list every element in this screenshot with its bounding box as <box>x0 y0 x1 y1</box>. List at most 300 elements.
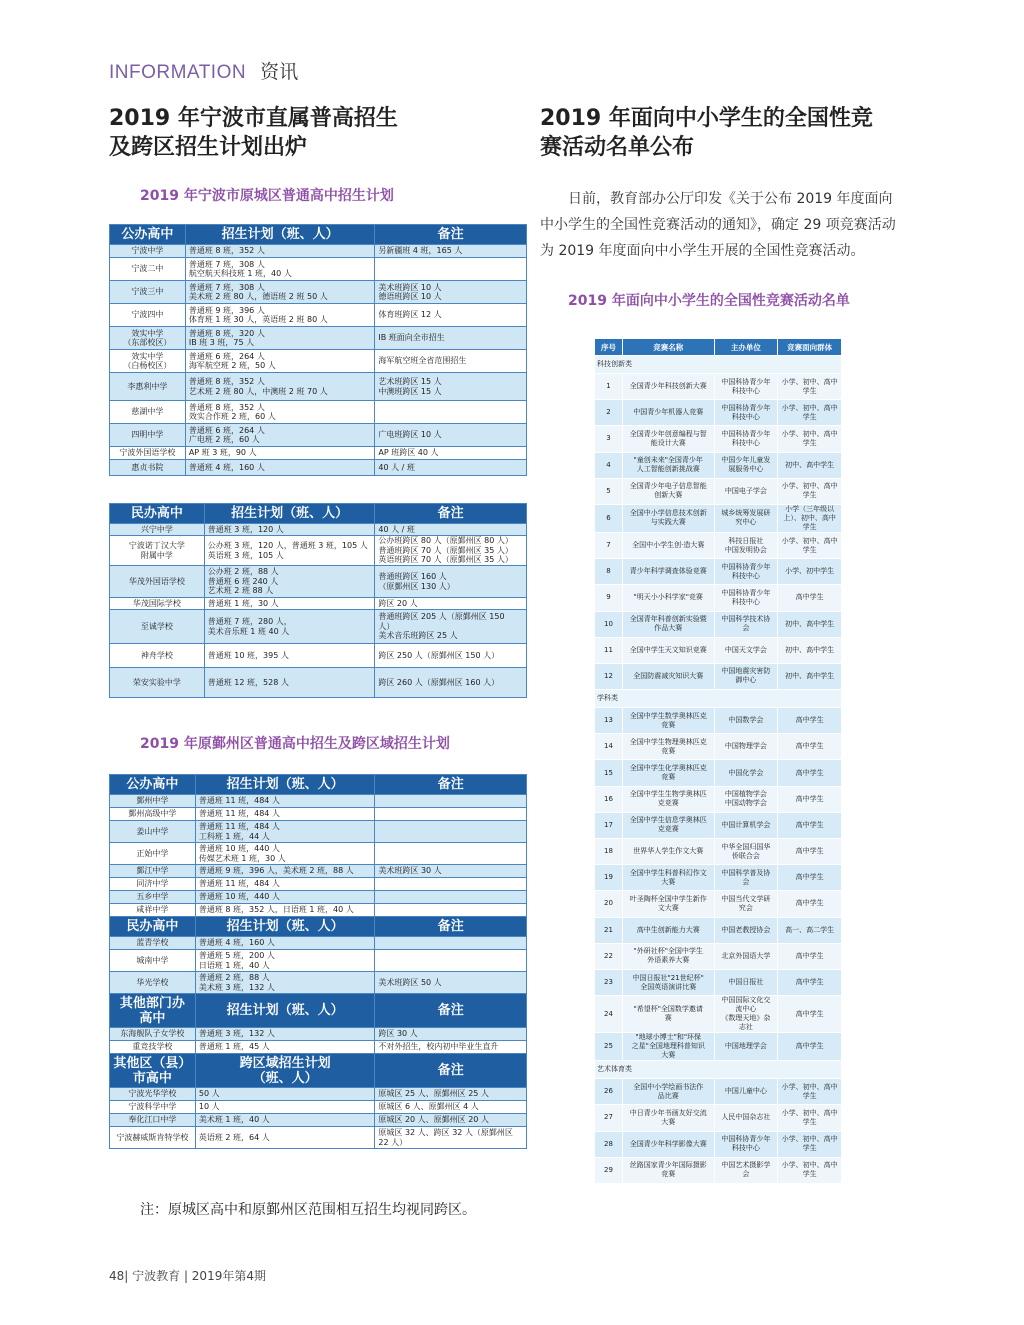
contest-header-row <box>595 339 842 356</box>
organizer: 中华全国归国华 侨联合会 <box>714 839 778 865</box>
footnote: 注：原城区高中和原鄞州区范围相互招生均视同跨区。 <box>140 1202 476 1218</box>
category-row <box>595 356 842 374</box>
contest-row <box>595 452 842 478</box>
contest-name: "外研社杯"全国中学生 外语素养大赛 <box>622 943 714 969</box>
column-header: 其他区（县） 市高中 <box>110 1054 196 1088</box>
enrollment-plan: 普通班 7 班，308 人 美术班 2 班 80 人，德语班 2 班 50 人 <box>185 281 375 304</box>
remarks: 普通班跨区 205 人（原鄞州区 150 人） 美术音乐班跨区 25 人 <box>375 610 527 644</box>
school-name: 惠贞书院 <box>110 460 186 476</box>
column-header: 公办高中 <box>110 775 196 795</box>
table-row <box>110 281 527 304</box>
target-group: 高中学生 <box>778 839 842 865</box>
contest-number: 20 <box>595 891 623 917</box>
left-article-title <box>109 104 398 162</box>
contest-number: 28 <box>595 1131 623 1157</box>
contest-number: 9 <box>595 585 623 611</box>
contest-number: 5 <box>595 478 623 504</box>
contest-row <box>595 760 842 786</box>
contest-row <box>595 637 842 663</box>
contest-number: 4 <box>595 452 623 478</box>
table-row <box>110 524 527 536</box>
column-header: 备注 <box>375 775 527 795</box>
target-group: 高中学生 <box>778 1033 842 1061</box>
remarks: 公办班跨区 80 人（原鄞州区 80 人） 普通班跨区 70 人（原鄞州区 35 人） 英语班跨区 70 人（原鄞州区 35 人） <box>375 536 527 566</box>
contest-name: "地球小博士"和"环保 之星"全国地理科普知识 大赛 <box>622 1033 714 1061</box>
target-group: 小学、初中、高中 学生 <box>778 374 842 400</box>
table-row <box>110 304 527 327</box>
column-header: 备注 <box>375 504 527 524</box>
target-group: 初中、高中学生 <box>778 637 842 663</box>
remarks: 40 人 / 班 <box>375 524 527 536</box>
remarks <box>375 808 527 821</box>
table-row <box>110 891 527 904</box>
enrollment-plan: 普通班 2 班，88 人 美术班 3 班，132 人 <box>195 972 375 994</box>
contest-row <box>595 917 842 943</box>
contest-number: 21 <box>595 917 623 943</box>
remarks: 另新疆班 4 班，165 人 <box>375 245 527 258</box>
column-header: 招生计划（班、人） <box>195 917 375 937</box>
enrollment-plan: 普通班 3 班，132 人 <box>195 1028 375 1041</box>
enrollment-plan: 普通班 10 班，440 人 传媒艺术班 1 班，30 人 <box>195 843 375 865</box>
contest-name: 丝路国家青少年国际摄影 竞赛 <box>622 1157 714 1183</box>
contest-name: 全国青少年科学影像大赛 <box>622 1131 714 1157</box>
enrollment-plan: 普通班 9 班，396 人 体育班 1 班 30 人，英语班 2 班 80 人 <box>185 304 375 327</box>
remarks <box>375 795 527 808</box>
table-row <box>110 598 527 610</box>
enrollment-plan: 普通班 5 班，200 人 日语班 1 班，40 人 <box>195 950 375 972</box>
category-row <box>595 1061 842 1079</box>
column-header: 主办单位 <box>714 339 778 356</box>
enrollment-plan: 美术班 1 班，40 人 <box>195 1114 375 1127</box>
contest-number: 18 <box>595 839 623 865</box>
school-name: 五乡中学 <box>110 891 196 904</box>
target-group: 高中学生 <box>778 786 842 812</box>
contest-row <box>595 996 842 1033</box>
school-name: 宁波光华学校 <box>110 1088 196 1101</box>
table-urban-plan <box>109 224 527 476</box>
contest-row <box>595 943 842 969</box>
contest-name: 全国青少年电子信息智能 创新大赛 <box>622 478 714 504</box>
target-group: 高中学生 <box>778 891 842 917</box>
school-name: 城南中学 <box>110 950 196 972</box>
organizer: 中国艺术摄影学 会 <box>714 1157 778 1183</box>
enrollment-plan: 普通班 1 班，30 人 <box>204 598 375 610</box>
contest-row <box>595 708 842 734</box>
contest-row <box>595 786 842 812</box>
organizer: 中国化学会 <box>714 760 778 786</box>
target-group: 小学、初中学生 <box>778 559 842 585</box>
table-header-row <box>110 225 527 245</box>
target-group: 高中学生 <box>778 969 842 995</box>
contest-row <box>595 532 842 558</box>
organizer: 中国老教授协会 <box>714 917 778 943</box>
contest-number: 7 <box>595 532 623 558</box>
table-row <box>110 566 527 598</box>
column-header: 民办高中 <box>110 504 205 524</box>
remarks <box>375 258 527 281</box>
enrollment-plan: 普通班 8 班，352 人 艺术班 2 班 80 人，中澳班 2 班 70 人 <box>185 373 375 401</box>
enrollment-plan: 50 人 <box>195 1088 375 1101</box>
target-group: 小学（三年级以 上）、初中、高中 学生 <box>778 504 842 532</box>
contest-number: 6 <box>595 504 623 532</box>
target-group: 高一、高二学生 <box>778 917 842 943</box>
remarks <box>375 401 527 424</box>
organizer: 中国科学普及协 会 <box>714 865 778 891</box>
contest-name: 中日青少年书画友好交流 大赛 <box>622 1105 714 1131</box>
contest-name: 青少年科学调查体验竞赛 <box>622 559 714 585</box>
enrollment-plan: 公办班 3 班，120 人，普通班 3 班，105 人 英语班 3 班，105 人 <box>204 536 375 566</box>
table-row <box>110 843 527 865</box>
remarks: 原城区 6 人、原鄞州区 4 人 <box>375 1101 527 1114</box>
contest-row <box>595 426 842 452</box>
remarks: 原城区 25 人、原鄞州区 25 人 <box>375 1088 527 1101</box>
contest-row <box>595 585 842 611</box>
table-row <box>110 1041 527 1054</box>
table-row <box>110 447 527 460</box>
category-label: 科技创新类 <box>595 356 842 374</box>
contest-name: 全国中学生天文知识竞赛 <box>622 637 714 663</box>
organizer: 中国科协青少年 科技中心 <box>714 400 778 426</box>
column-header: 备注 <box>375 917 527 937</box>
column-header: 序号 <box>595 339 623 356</box>
contest-row <box>595 865 842 891</box>
organizer: 中国儿童中心 <box>714 1079 778 1105</box>
school-name: 鄞州中学 <box>110 795 196 808</box>
table-header-row <box>110 917 527 937</box>
title-line: 赛活动名单公布 <box>540 135 695 160</box>
contest-number: 15 <box>595 760 623 786</box>
table-private-plan <box>109 503 527 698</box>
organizer: 中国科协青少年 科技中心 <box>714 426 778 452</box>
enrollment-plan: 普通班 6 班，264 人 海军航空班 2 班，50 人 <box>185 350 375 373</box>
intro-paragraph: 日前，教育部办公厅印发《关于公布 2019 年度面向中小学生的全国性竞赛活动的通知》，确定 29 项竞赛活动为 2019 年度面向中小学生开展的全国性竞赛活动。 <box>540 191 896 259</box>
school-name: 鄞州高级中学 <box>110 808 196 821</box>
organizer: 中国电子学会 <box>714 478 778 504</box>
table-row <box>110 424 527 447</box>
contest-row <box>595 611 842 637</box>
school-name: 同济中学 <box>110 878 196 891</box>
school-name: 重竞技学校 <box>110 1041 196 1054</box>
contest-row <box>595 478 842 504</box>
contest-name: 全国青年科普创新实验暨 作品大赛 <box>622 611 714 637</box>
target-group: 高中学生 <box>778 760 842 786</box>
table-row <box>110 668 527 698</box>
school-name: 宁波四中 <box>110 304 186 327</box>
contest-number: 8 <box>595 559 623 585</box>
contest-row <box>595 504 842 532</box>
remarks <box>375 878 527 891</box>
school-name: 神舟学校 <box>110 644 205 668</box>
organizer: 中国科协青少年 科技中心 <box>714 585 778 611</box>
organizer: 中国当代文学研 究会 <box>714 891 778 917</box>
organizer: 中国天文学会 <box>714 637 778 663</box>
contest-number: 16 <box>595 786 623 812</box>
target-group: 小学、初中、高中 学生 <box>778 532 842 558</box>
remarks <box>375 843 527 865</box>
school-name: 宁波外国语学校 <box>110 447 186 460</box>
contest-number: 22 <box>595 943 623 969</box>
remarks: 艺术班跨区 15 人 中澳班跨区 15 人 <box>375 373 527 401</box>
school-name: 华茂国际学校 <box>110 598 205 610</box>
school-name: 咸祥中学 <box>110 904 196 917</box>
column-header: 备注 <box>375 225 527 245</box>
table-row <box>110 258 527 281</box>
enrollment-plan: 普通班 4 班，160 人 <box>195 937 375 950</box>
contest-name: 中国日报社"21世纪杯" 全国英语演讲比赛 <box>622 969 714 995</box>
table-row <box>110 373 527 401</box>
contest-number: 14 <box>595 734 623 760</box>
table-row <box>110 904 527 917</box>
section-label-cn: 资讯 <box>260 61 299 83</box>
remarks: AP 班跨区 40 人 <box>375 447 527 460</box>
contest-number: 24 <box>595 996 623 1033</box>
table-row <box>110 865 527 878</box>
table-header-row <box>110 504 527 524</box>
table-header-row <box>110 994 527 1028</box>
target-group: 小学、初中、高中 学生 <box>778 400 842 426</box>
category-label: 艺术体育类 <box>595 1061 842 1079</box>
target-group: 高中学生 <box>778 585 842 611</box>
organizer: 中国植物学会 中国动物学会 <box>714 786 778 812</box>
remarks <box>375 904 527 917</box>
school-name: 李惠利中学 <box>110 373 186 401</box>
enrollment-plan: 普通班 8 班，352 人 <box>185 245 375 258</box>
school-name: 蓝青学校 <box>110 937 196 950</box>
target-group: 初中、高中学生 <box>778 452 842 478</box>
remarks: 跨区 30 人 <box>375 1028 527 1041</box>
enrollment-plan: 普通班 8 班，352 人 效实合作班 2 班，60 人 <box>185 401 375 424</box>
organizer: 中国国际文化交 流中心 《数理天地》杂 志社 <box>714 996 778 1033</box>
target-group: 高中学生 <box>778 812 842 838</box>
enrollment-plan: 10 人 <box>195 1101 375 1114</box>
remarks: 40 人 / 班 <box>375 460 527 476</box>
remarks <box>375 821 527 843</box>
target-group: 初中、高中学生 <box>778 611 842 637</box>
contest-name: 全国中学生科普科幻作文 大赛 <box>622 865 714 891</box>
contest-row <box>595 1079 842 1105</box>
table-header-row <box>110 775 527 795</box>
column-header: 其他部门办 高中 <box>110 994 196 1028</box>
contest-row <box>595 1105 842 1131</box>
target-group: 小学、初中、高中 学生 <box>778 1105 842 1131</box>
contest-row <box>595 559 842 585</box>
contest-number: 27 <box>595 1105 623 1131</box>
contest-name: 全国防震减灾知识大赛 <box>622 663 714 689</box>
table-row <box>110 972 527 994</box>
title-line: 及跨区招生计划出炉 <box>109 135 308 160</box>
remarks: 海军航空班全省范围招生 <box>375 350 527 373</box>
enrollment-plan: 普通班 12 班，528 人 <box>204 668 375 698</box>
contest-number: 17 <box>595 812 623 838</box>
school-name: 华光学校 <box>110 972 196 994</box>
column-header: 跨区域招生计划 （班、人） <box>195 1054 375 1088</box>
contest-name: "童创未来"全国青少年 人工智能创新挑战赛 <box>622 452 714 478</box>
column-header: 民办高中 <box>110 917 196 937</box>
target-group: 小学、初中、高中 学生 <box>778 1131 842 1157</box>
enrollment-plan: 普通班 8 班，320 人 IB 班 3 班，75 人 <box>185 327 375 350</box>
table-row <box>110 536 527 566</box>
contest-name: 全国中小学生创·造大赛 <box>622 532 714 558</box>
remarks: 普通班跨区 160 人 （原鄞州区 130 人） <box>375 566 527 598</box>
remarks: 原城区 32 人、跨区 32 人（原鄞州区 22 人） <box>375 1127 527 1149</box>
school-name: 效实中学 （白杨校区） <box>110 350 186 373</box>
category-row <box>595 690 842 708</box>
table3-title: 2019 年原鄞州区普通高中招生及跨区域招生计划 <box>140 736 450 752</box>
title-line: 2019 年面向中小学生的全国性竞 <box>540 106 873 131</box>
contest-name: 高中生创新能力大赛 <box>622 917 714 943</box>
remarks: 原城区 20 人、原鄞州区 20 人 <box>375 1114 527 1127</box>
table1-title: 2019 年宁波市原城区普通高中招生计划 <box>140 188 394 204</box>
table-row <box>110 644 527 668</box>
contest-name: 世界华人学生作文大赛 <box>622 839 714 865</box>
enrollment-plan: AP 班 3 班，90 人 <box>185 447 375 460</box>
contest-name: 全国中学生信息学奥林匹 克竞赛 <box>622 812 714 838</box>
right-article-title <box>540 104 873 162</box>
organizer: 中国物理学会 <box>714 734 778 760</box>
organizer: 中国科协青少年 科技中心 <box>714 559 778 585</box>
contest-name: "明天小小科学家"竞赛 <box>622 585 714 611</box>
organizer: 中国地理学会 <box>714 1033 778 1061</box>
title-line: 2019 年宁波市直属普高招生 <box>109 106 398 131</box>
contest-name: 全国中学生数学奥林匹克 竞赛 <box>622 708 714 734</box>
remarks: 广电班跨区 10 人 <box>375 424 527 447</box>
remarks: 不对外招生，校内初中毕业生直升 <box>375 1041 527 1054</box>
enrollment-plan: 普通班 7 班，280 人， 美术音乐班 1 班 40 人 <box>204 610 375 644</box>
school-name: 姜山中学 <box>110 821 196 843</box>
column-header: 招生计划（班、人） <box>204 504 375 524</box>
contest-number: 12 <box>595 663 623 689</box>
organizer: 科技日报社 中国发明协会 <box>714 532 778 558</box>
contest-number: 29 <box>595 1157 623 1183</box>
contest-name: 全国中学生物理奥林匹克 竞赛 <box>622 734 714 760</box>
contest-number: 23 <box>595 969 623 995</box>
organizer: 中国科协青少年 科技中心 <box>714 374 778 400</box>
school-name: 效实中学 （东部校区） <box>110 327 186 350</box>
organizer: 中国少年儿童发 展服务中心 <box>714 452 778 478</box>
school-name: 兴宁中学 <box>110 524 205 536</box>
contest-table <box>594 338 842 1184</box>
organizer: 人民中国杂志社 <box>714 1105 778 1131</box>
school-name: 正始中学 <box>110 843 196 865</box>
column-header: 备注 <box>375 1054 527 1088</box>
contest-row <box>595 812 842 838</box>
organizer: 中国科学技术协 会 <box>714 611 778 637</box>
contest-number: 13 <box>595 708 623 734</box>
enrollment-plan: 普通班 3 班，120 人 <box>204 524 375 536</box>
contest-name: 全国青少年创意编程与智 能设计大赛 <box>622 426 714 452</box>
target-group: 小学、初中、高中 学生 <box>778 478 842 504</box>
school-name: 荣安实验中学 <box>110 668 205 698</box>
target-group: 小学、初中、高中 学生 <box>778 1157 842 1183</box>
column-header: 竞赛名称 <box>622 339 714 356</box>
table-row <box>110 610 527 644</box>
table-row <box>110 808 527 821</box>
contest-name: "希望杯"全国数学邀请 赛 <box>622 996 714 1033</box>
contest-row <box>595 1131 842 1157</box>
table-row <box>110 950 527 972</box>
target-group: 高中学生 <box>778 865 842 891</box>
remarks: 跨区 20 人 <box>375 598 527 610</box>
enrollment-plan: 普通班 11 班，484 人 <box>195 808 375 821</box>
table-row <box>110 821 527 843</box>
contest-row <box>595 839 842 865</box>
column-header: 公办高中 <box>110 225 186 245</box>
table-row <box>110 245 527 258</box>
organizer: 中国地震灾害防 御中心 <box>714 663 778 689</box>
table-row <box>110 460 527 476</box>
remarks <box>375 937 527 950</box>
column-header: 招生计划（班、人） <box>195 775 375 795</box>
school-name: 东海舰队子女学校 <box>110 1028 196 1041</box>
target-group: 小学、初中、高中 学生 <box>778 1079 842 1105</box>
remarks: 美术班跨区 50 人 <box>375 972 527 994</box>
enrollment-plan: 普通班 1 班，45 人 <box>195 1041 375 1054</box>
school-name: 宁波科学中学 <box>110 1101 196 1114</box>
column-header: 竞赛面向群体 <box>778 339 842 356</box>
enrollment-plan: 普通班 9 班，396 人，美术班 2 班，88 人 <box>195 865 375 878</box>
table-row <box>110 878 527 891</box>
enrollment-plan: 普通班 8 班，352 人，日语班 1 班，40 人 <box>195 904 375 917</box>
contest-row <box>595 1033 842 1061</box>
category-label: 学科类 <box>595 690 842 708</box>
remarks: 跨区 260 人（原鄞州区 160 人） <box>375 668 527 698</box>
school-name: 鄞江中学 <box>110 865 196 878</box>
enrollment-plan: 普通班 11 班，484 人 工科班 1 班，44 人 <box>195 821 375 843</box>
contest-number: 11 <box>595 637 623 663</box>
enrollment-plan: 普通班 4 班，160 人 <box>185 460 375 476</box>
table-header-row <box>110 1054 527 1088</box>
target-group: 高中学生 <box>778 708 842 734</box>
school-name: 奉化江口中学 <box>110 1114 196 1127</box>
school-name: 至诚学校 <box>110 610 205 644</box>
table-row <box>110 937 527 950</box>
organizer: 城乡统筹发展研 究中心 <box>714 504 778 532</box>
organizer: 中国数学会 <box>714 708 778 734</box>
school-name: 宁波三中 <box>110 281 186 304</box>
contest-number: 3 <box>595 426 623 452</box>
remarks: 美术班跨区 10 人 德语班跨区 10 人 <box>375 281 527 304</box>
enrollment-plan: 普通班 6 班，264 人 广电班 2 班，60 人 <box>185 424 375 447</box>
table-row <box>110 1127 527 1149</box>
organizer: 北京外国语大学 <box>714 943 778 969</box>
school-name: 慈湖中学 <box>110 401 186 424</box>
remarks: IB 班面向全市招生 <box>375 327 527 350</box>
school-name: 宁波诺丁汉大学 附属中学 <box>110 536 205 566</box>
contest-row <box>595 891 842 917</box>
contest-name: 中国青少年机器人竞赛 <box>622 400 714 426</box>
contest-row <box>595 663 842 689</box>
contest-row <box>595 374 842 400</box>
section-header <box>109 57 298 84</box>
table-row <box>110 1114 527 1127</box>
contest-row <box>595 734 842 760</box>
remarks <box>375 950 527 972</box>
column-header: 备注 <box>375 994 527 1028</box>
contest-number: 2 <box>595 400 623 426</box>
target-group: 初中、高中学生 <box>778 663 842 689</box>
remarks <box>375 891 527 904</box>
enrollment-plan: 普通班 7 班，308 人 航空航天科技班 1 班，40 人 <box>185 258 375 281</box>
organizer: 中国科协青少年 科技中心 <box>714 1131 778 1157</box>
table-row <box>110 1088 527 1101</box>
table-yinzhou-plan <box>109 774 527 1149</box>
contest-row <box>595 969 842 995</box>
school-name: 宁波赫威斯肯特学校 <box>110 1127 196 1149</box>
school-name: 华茂外国语学校 <box>110 566 205 598</box>
table-row <box>110 401 527 424</box>
enrollment-plan: 普通班 11 班，484 人 <box>195 878 375 891</box>
enrollment-plan: 公办班 2 班，88 人 普通班 6 班 240 人 艺术班 2 班 88 人 <box>204 566 375 598</box>
